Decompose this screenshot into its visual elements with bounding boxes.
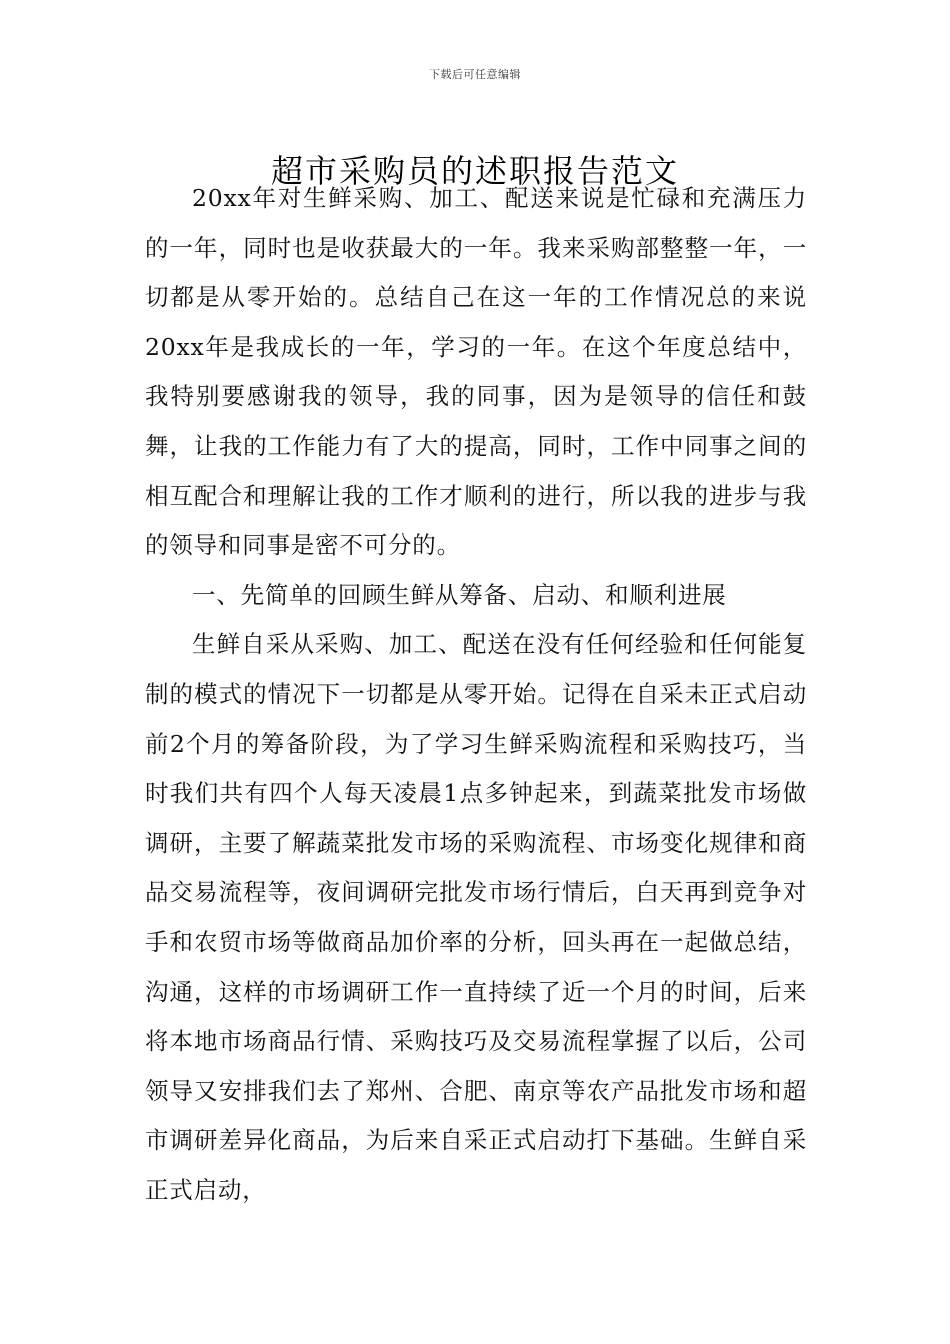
paragraph-section-heading: 一、先简单的回顾生鲜从筹备、启动、和顺利进展 bbox=[192, 580, 727, 609]
paragraph-review: 生鲜自采从采购、加工、配送在没有任何经验和任何能复制的模式的情况下一切都是从零开始。记得在自采未正式启动前2个月的筹备阶段，为了学习生鲜采购流程和采购技巧，当时我们共有四个人每天凌晨1点多钟起来，到蔬菜批发市场做调研，主要了解蔬菜批发市场的采购流程、市场变化规律和商品交易流程等，夜间调研完批发市场行情后，白天再到竞争对手和农贸市场等做商品加价率的分析，回头再在一起做总结，沟通，这样的市场调研工作一直持续了近一个月的时间，后来将本地市场商品行情、采购技巧及交易流程掌握了以后，公司领导又安排我们去了郑州、合肥、南京等农产品批发市场和超市调研差异化商品，为后来自采正式启动打下基础。生鲜自采正式启动， bbox=[145, 630, 807, 1204]
paragraph-intro: 20xx年对生鲜采购、加工、配送来说是忙碌和充满压力的一年，同时也是收获最大的一年。我来采购部整整一年，一切都是从零开始的。总结自己在这一年的工作情况总的来说20xx年是我成长的一年，学习的一年。在这个年度总结中，我特别要感谢我的领导，我的同事，因为是领导的信任和鼓舞，让我的工作能力有了大的提高，同时，工作中同事之间的相互配合和理解让我的工作才顺利的进行，所以我的进步与我的领导和同事是密不可分的。 bbox=[145, 184, 807, 560]
page-header-note: 下载后可任意编辑 bbox=[429, 68, 521, 81]
document-title: 超市采购员的述职报告范文 bbox=[270, 152, 679, 191]
document-body bbox=[145, 174, 807, 1215]
